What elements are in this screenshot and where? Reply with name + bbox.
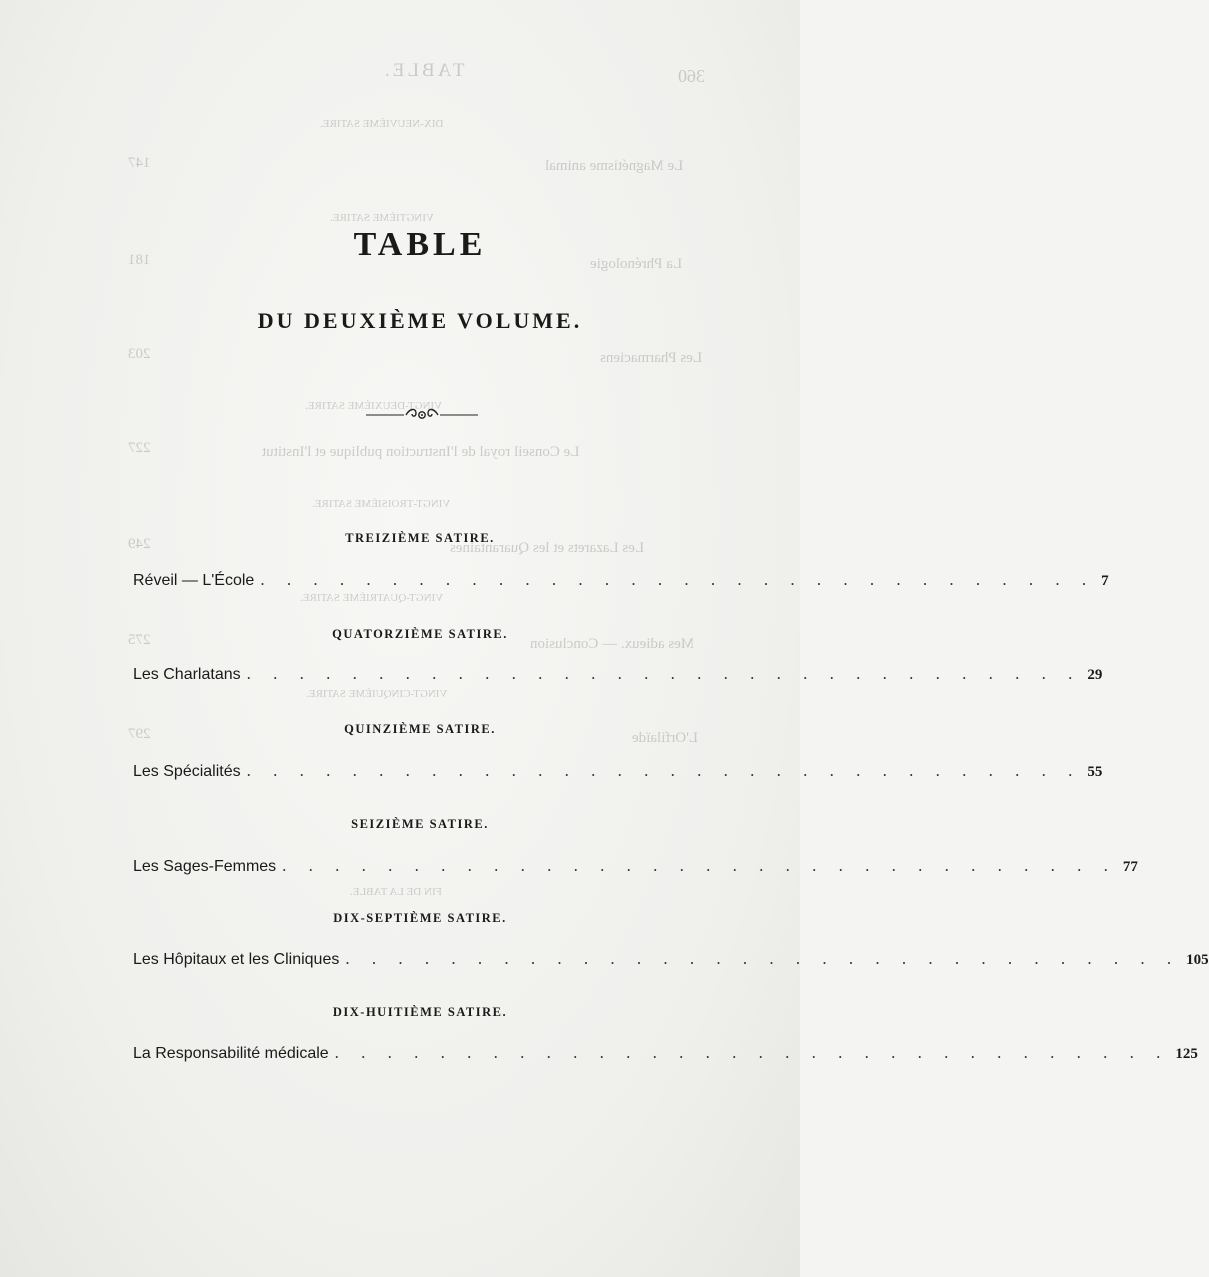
toc-entry <box>133 570 1109 594</box>
bleed-line: VINGT-CINQUIÈME SATIRE. <box>306 688 448 700</box>
toc-entry-title: Les Charlatans <box>133 666 241 683</box>
toc-entry-title: La Responsabilité médicale <box>133 1045 329 1062</box>
toc-entry-title: Les Sages-Femmes <box>133 858 277 875</box>
toc-page-number: 7 <box>1101 573 1109 589</box>
bleed-line: 275 <box>128 632 151 648</box>
page-title: TABLE <box>353 226 487 263</box>
bleed-line: VINGT-TROISIÈME SATIRE. <box>312 498 451 510</box>
fleuron-ornament-icon <box>366 404 478 424</box>
bleed-line: L'Orfilaïde <box>632 730 699 746</box>
section-heading: QUINZIÈME SATIRE. <box>344 722 496 736</box>
bleed-line: 147 <box>128 155 151 171</box>
bleed-line: VINGT-QUATRIÈME SATIRE. <box>300 592 444 604</box>
toc-entry <box>133 856 1138 880</box>
bleed-line: 249 <box>128 536 151 552</box>
bleed-line: VINGT-DEUXIÈME SATIRE. <box>305 400 443 412</box>
bleed-line: 181 <box>128 252 151 268</box>
dot-leader: . . . . . . . . . . . . . . . . . . . . . . . . . . . . . . . . <box>345 949 1181 968</box>
bleed-page-number: 360 <box>678 66 705 86</box>
dot-leader: . . . . . . . . . . . . . . . . . . . . . . . . . . . . . . . . <box>282 856 1117 875</box>
toc-entry <box>133 1043 1198 1067</box>
bleed-line: FIN DE LA TABLE. <box>350 886 442 898</box>
toc-entry <box>133 664 1103 688</box>
section-heading: QUATORZIÈME SATIRE. <box>332 627 508 641</box>
toc-entry <box>133 949 1209 973</box>
bleed-line: Les Lazarets et les Quarantaines <box>450 540 645 556</box>
toc-entry-title: Les Spécialités <box>133 763 241 780</box>
bleed-line: 227 <box>128 440 151 456</box>
section-heading: DIX-HUITIÈME SATIRE. <box>332 1005 508 1019</box>
toc-entry-title: Les Hôpitaux et les Cliniques <box>133 951 340 968</box>
bleed-line: La Phrénologie <box>590 256 683 272</box>
bleed-line: VINGTIÈME SATIRE. <box>330 212 434 224</box>
toc-entry <box>133 761 1103 785</box>
bleed-line: Les Pharmaciens <box>600 350 703 366</box>
section-heading: DIX-SEPTIÈME SATIRE. <box>333 911 507 925</box>
toc-page-number: 77 <box>1122 859 1138 875</box>
dot-leader: . . . . . . . . . . . . . . . . . . . . . . . . . . . . . . . . <box>260 570 1096 589</box>
toc-page-number: 105 <box>1186 952 1209 968</box>
bleed-line: DIX-NEUVIÈME SATIRE. <box>320 118 444 130</box>
dot-leader: . . . . . . . . . . . . . . . . . . . . . . . . . . . . . . . . <box>246 664 1082 683</box>
toc-entry-title: Réveil — L'École <box>133 572 255 589</box>
page-subtitle: DU DEUXIÈME VOLUME. <box>257 308 583 333</box>
dot-leader: . . . . . . . . . . . . . . . . . . . . . . . . . . . . . . . . <box>334 1043 1170 1062</box>
bleed-header: TABLE. <box>382 60 465 81</box>
section-heading: TREIZIÈME SATIRE. <box>345 531 495 545</box>
bleed-line: Mes adieux. — Conclusion <box>530 636 695 652</box>
bleed-line: Le Conseil royal de l'Instruction publique et l'Institut <box>262 444 580 460</box>
section-heading: SEIZIÈME SATIRE. <box>351 817 489 831</box>
bleed-line: 203 <box>128 346 151 362</box>
bleed-line: 297 <box>128 726 151 742</box>
toc-page-number: 29 <box>1087 667 1103 683</box>
dot-leader: . . . . . . . . . . . . . . . . . . . . . . . . . . . . . . . . <box>246 761 1082 780</box>
bleed-line: Le Magnétisme animal <box>545 158 684 174</box>
toc-page-number: 125 <box>1175 1046 1198 1062</box>
toc-page-number: 55 <box>1087 764 1103 780</box>
